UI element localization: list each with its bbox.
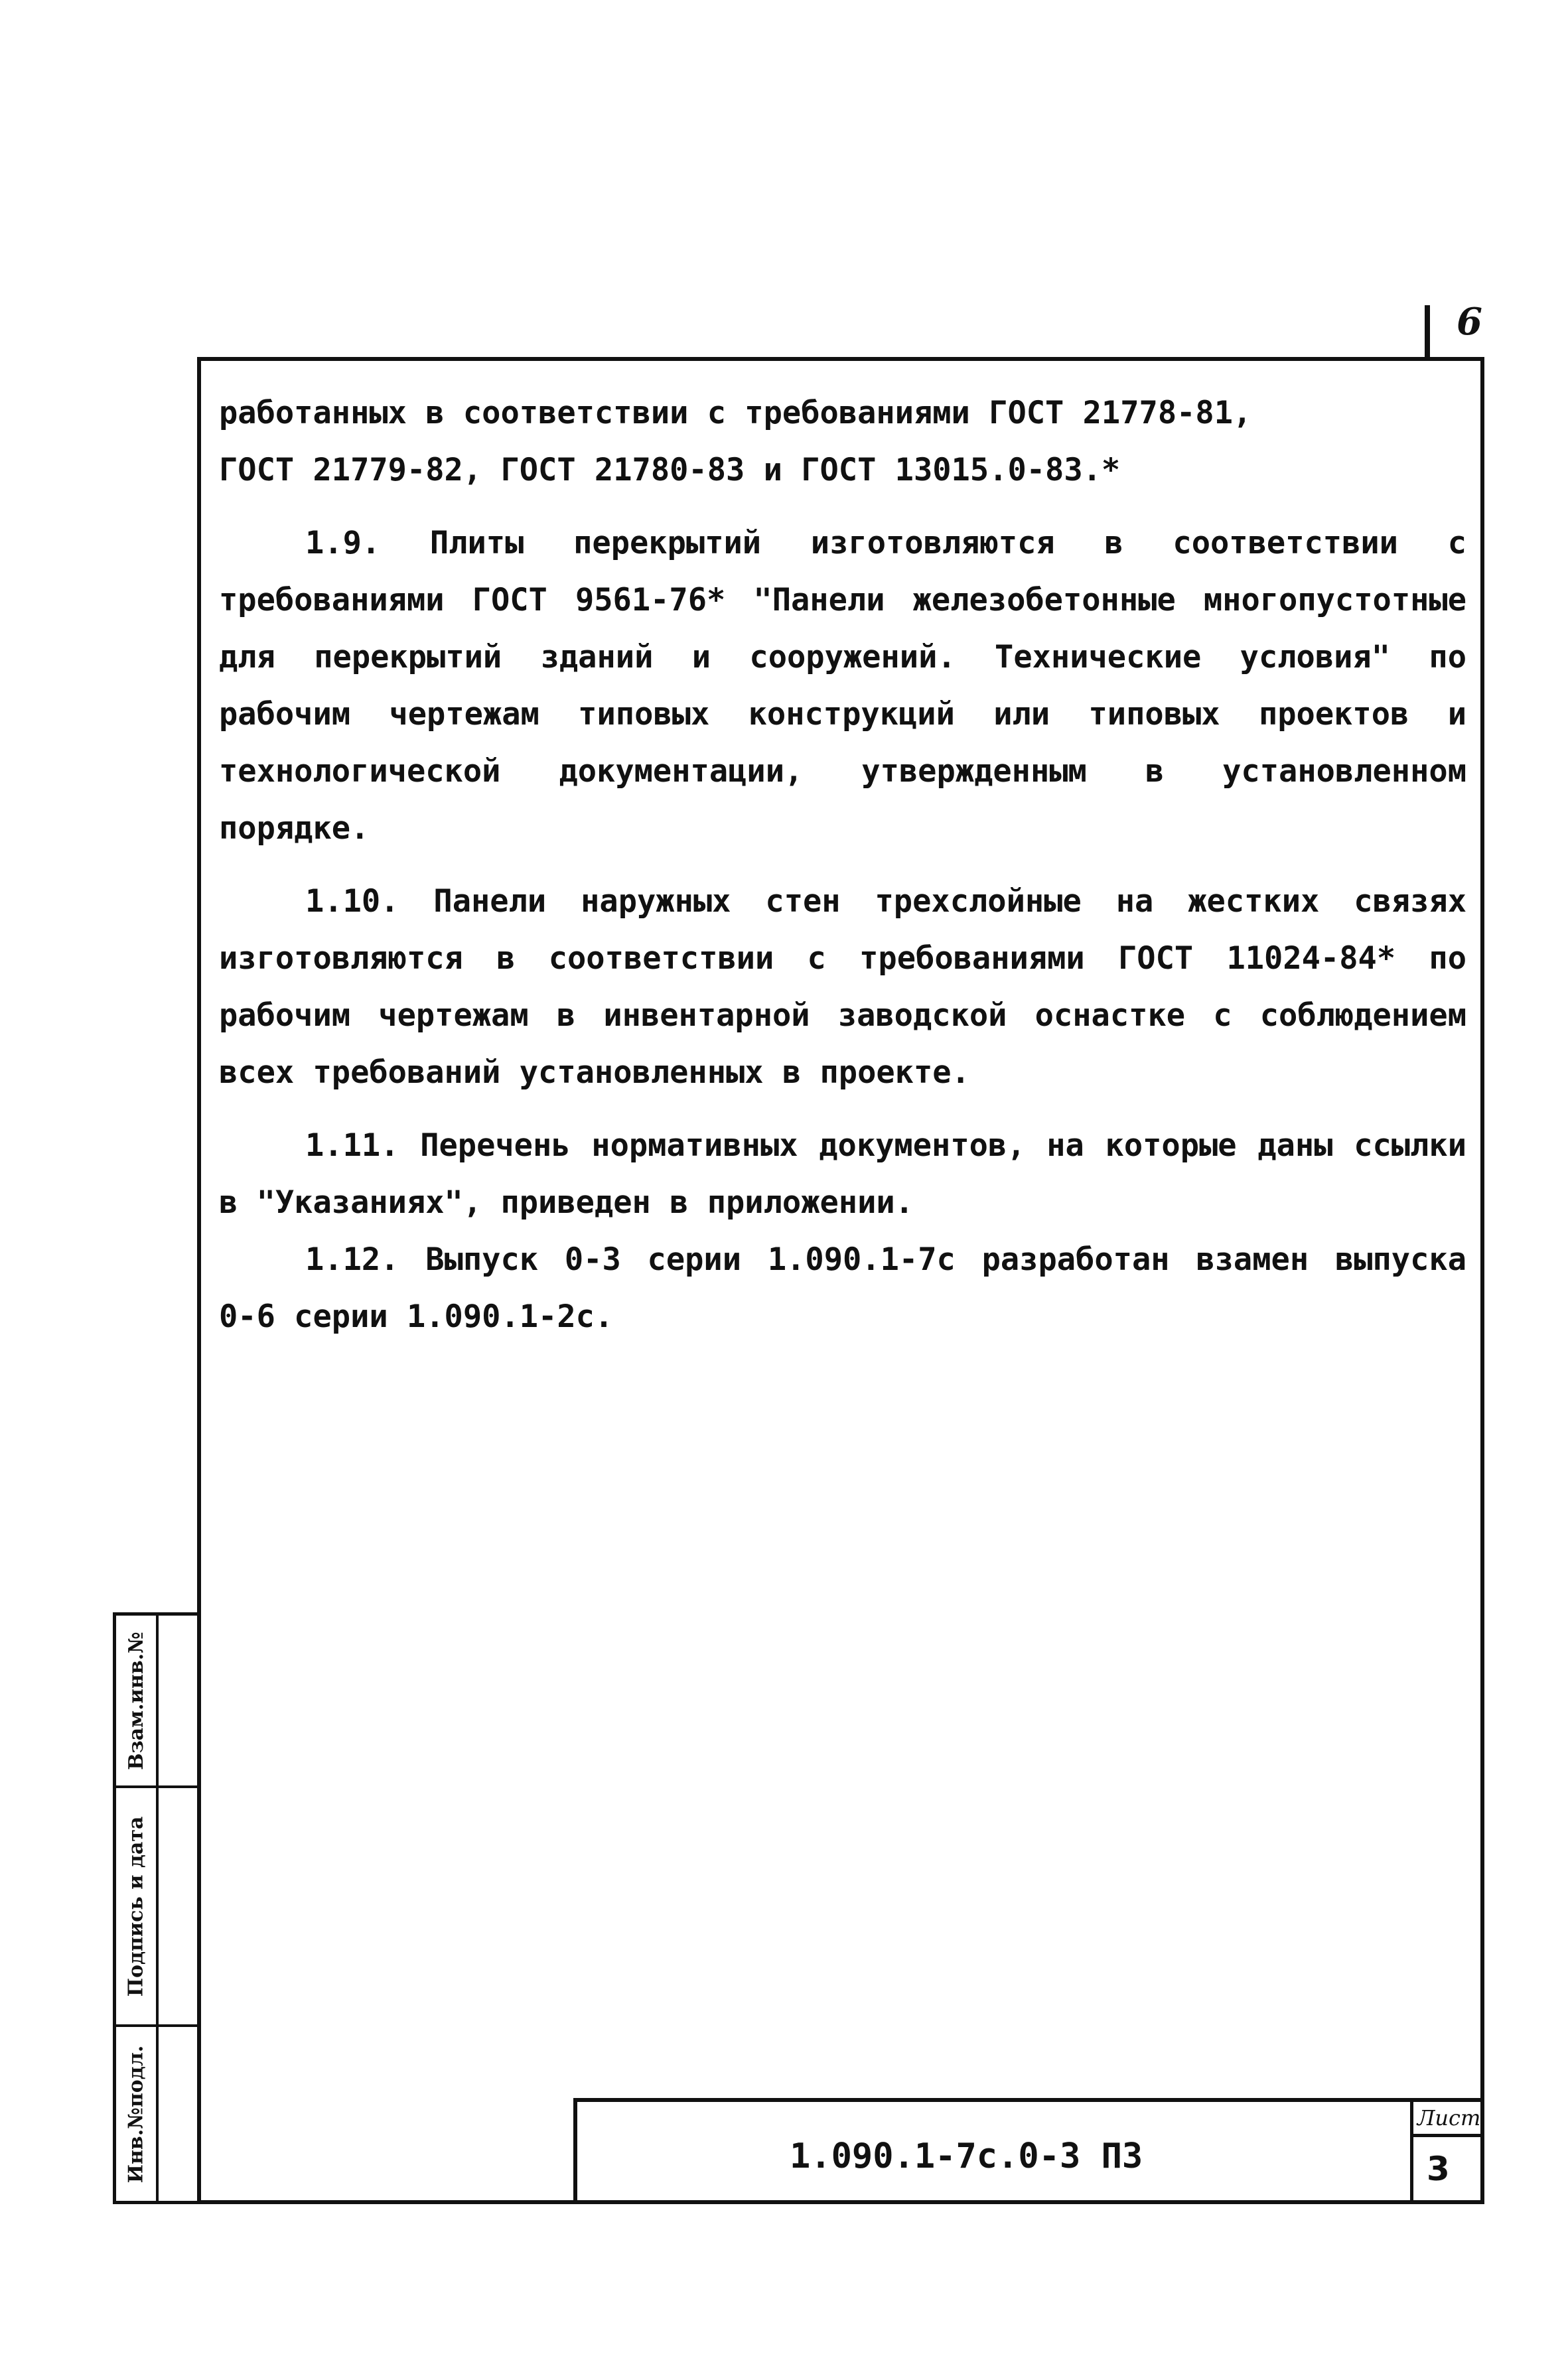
side-divider-1 — [159, 1785, 201, 1788]
side-stamp — [113, 1612, 201, 2204]
sheet-number: 3 — [1427, 2150, 1450, 2188]
main-text — [219, 385, 1466, 1346]
paragraph-1-9: 1.9. Плиты перекрытий изготовляются в соответствии с требованиями ГОСТ 9561-76* "Панели железобетонные многопустотные для перекрытий зданий и сооружений. Технические условия" по рабочим чертежам типовых конструкций или типовых проектов и технологической документации, утвержденным в установленном порядке. — [219, 525, 1466, 847]
title-block — [573, 2098, 1484, 2204]
side-label-podpis-data: Подпись и дата — [124, 1816, 148, 1996]
side-cell-vzam-inv — [116, 1616, 156, 1788]
side-divider-2 — [159, 2024, 201, 2027]
side-label-vzam-inv: Взам.инв.№ — [124, 1631, 148, 1770]
paragraph-1-11: 1.11. Перечень нормативных документов, на которые даны ссылки в "Указаниях", приведен в приложении. — [219, 1127, 1466, 1221]
page-number-bar — [1425, 305, 1430, 358]
sheet-label: Лист — [1413, 2102, 1484, 2137]
paragraph-1-10: 1.10. Панели наружных стен трехслойные на жестких связях изготовляются в соответствии с требованиями ГОСТ 11024-84* по рабочим чертежам в инвентарной заводской оснастке с соблюдением всех требований установленных в проекте. — [219, 883, 1466, 1091]
document-code: 1.090.1-7с.0-3 ПЗ — [790, 2136, 1143, 2176]
side-cell-inv-podl — [116, 2027, 156, 2201]
continuation-line-1: работанных в соответствии с требованиями ГОСТ 21778-81, — [219, 395, 1252, 431]
page-number: 6 — [1457, 300, 1482, 344]
side-label-inv-podl: Инв.№подл. — [124, 2045, 148, 2183]
side-cell-podpis-data — [116, 1788, 156, 2027]
side-stamp-label-column — [116, 1616, 159, 2201]
sheet-box — [1410, 2102, 1484, 2204]
paragraph-1-12: 1.12. Выпуск 0-3 серии 1.090.1-7с разработан взамен выпуска 0-6 серии 1.090.1-2с. — [219, 1241, 1466, 1335]
continuation-line-2: ГОСТ 21779-82, ГОСТ 21780-83 и ГОСТ 13015.0-83.* — [219, 452, 1121, 488]
